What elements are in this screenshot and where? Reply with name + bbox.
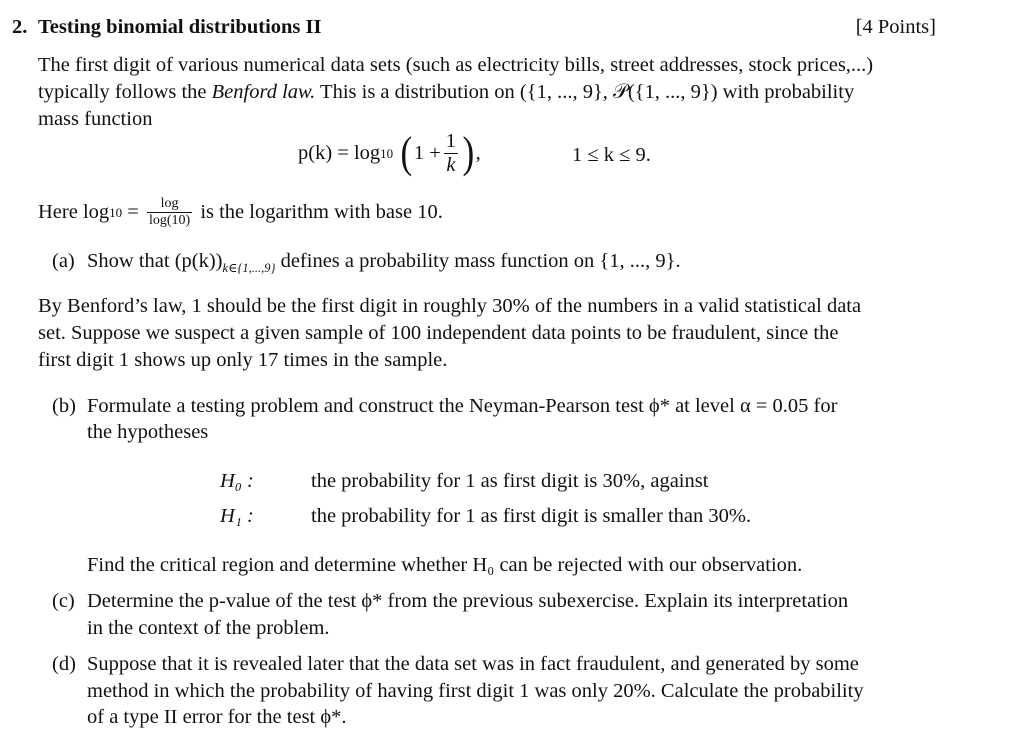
- h1-text: the probability for 1 as first digit is smaller than 30%.: [311, 505, 752, 527]
- log-def-prefix: Here log: [38, 200, 110, 223]
- intro-line-2: [38, 82, 854, 103]
- part-c-line-2: in the context of the problem.: [87, 617, 330, 639]
- h0-text: the probability for 1 as first digit is 30%, against: [311, 470, 709, 492]
- pmf-formula: [298, 128, 481, 178]
- log-def-base: 10: [109, 204, 123, 220]
- fraction-numerator: 1: [445, 130, 457, 152]
- formula-range: 1 ≤ k ≤ 9.: [572, 144, 651, 166]
- right-paren: ): [462, 128, 475, 177]
- part-a-text: [87, 251, 681, 275]
- part-d-line-3: of a type II error for the test ϕ*.: [87, 706, 347, 728]
- log-def-equals: =: [122, 200, 144, 223]
- intro-line-1: The first digit of various numerical data sets (such as electricity bills, street addresses, stock prices,...): [38, 54, 874, 76]
- log-definition: [38, 192, 443, 232]
- problem-points: [4 Points]: [855, 16, 936, 38]
- part-d-line-2: method in which the probability of having first digit 1 was only 20%. Calculate the probability: [87, 680, 864, 702]
- part-a-index-set: k∈{1,...,9}: [222, 261, 276, 275]
- benford-line-1: By Benford’s law, 1 should be the first digit in roughly 30% of the numbers in a valid statistical data: [38, 295, 862, 317]
- part-a-text-end: defines a probability mass function on {1, ..., 9}.: [275, 250, 681, 272]
- left-paren: (: [400, 128, 413, 177]
- log-def-fraction: [147, 197, 192, 228]
- formula-fraction: [444, 131, 458, 175]
- part-b-line-2: the hypotheses: [87, 421, 209, 443]
- log-def-numerator: log: [147, 197, 192, 213]
- part-a-text-start: Show that (p(k)): [87, 250, 223, 272]
- part-a-label: (a): [52, 250, 75, 272]
- formula-log-base: 10: [380, 145, 394, 161]
- h0-label: H₀ :: [220, 470, 254, 492]
- intro-line-2-start: typically follows the: [38, 81, 212, 103]
- part-d-label: (d): [52, 653, 76, 675]
- formula-lhs: p(k) = log: [298, 141, 381, 164]
- problem-number: 2.: [12, 16, 28, 38]
- problem-title: Testing binomial distributions II: [38, 16, 322, 38]
- benford-line-2: set. Suppose we suspect a given sample of 100 independent data points to be fraudulent, since the: [38, 322, 839, 344]
- part-b-label: (b): [52, 395, 76, 417]
- part-c-label: (c): [52, 590, 75, 612]
- formula-comma: ,: [475, 141, 481, 164]
- part-d-line-1: Suppose that it is revealed later that the data set was in fact fraudulent, and generated by some: [87, 653, 859, 675]
- benford-law-term: Benford law.: [211, 81, 316, 103]
- log-def-suffix: is the logarithm with base 10.: [195, 200, 443, 223]
- intro-line-3: mass function: [38, 108, 153, 130]
- intro-line-2-end: This is a distribution on ({1, ..., 9}, 𝒫({1, ..., 9}) with probability: [315, 81, 855, 103]
- h1-label: H₁ :: [220, 505, 254, 527]
- part-c-line-1: Determine the p-value of the test ϕ* from the previous subexercise. Explain its interpretation: [87, 590, 849, 612]
- formula-one-plus: 1 +: [413, 141, 441, 164]
- part-b-line-1: Formulate a testing problem and construct the Neyman-Pearson test ϕ* at level α = 0.05 for: [87, 395, 838, 417]
- log-def-denominator: log(10): [148, 212, 191, 228]
- part-b-line-3: Find the critical region and determine whether H₀ can be rejected with our observation.: [87, 554, 803, 576]
- fraction-denominator: k: [446, 153, 456, 176]
- benford-line-3: first digit 1 shows up only 17 times in the sample.: [38, 349, 448, 371]
